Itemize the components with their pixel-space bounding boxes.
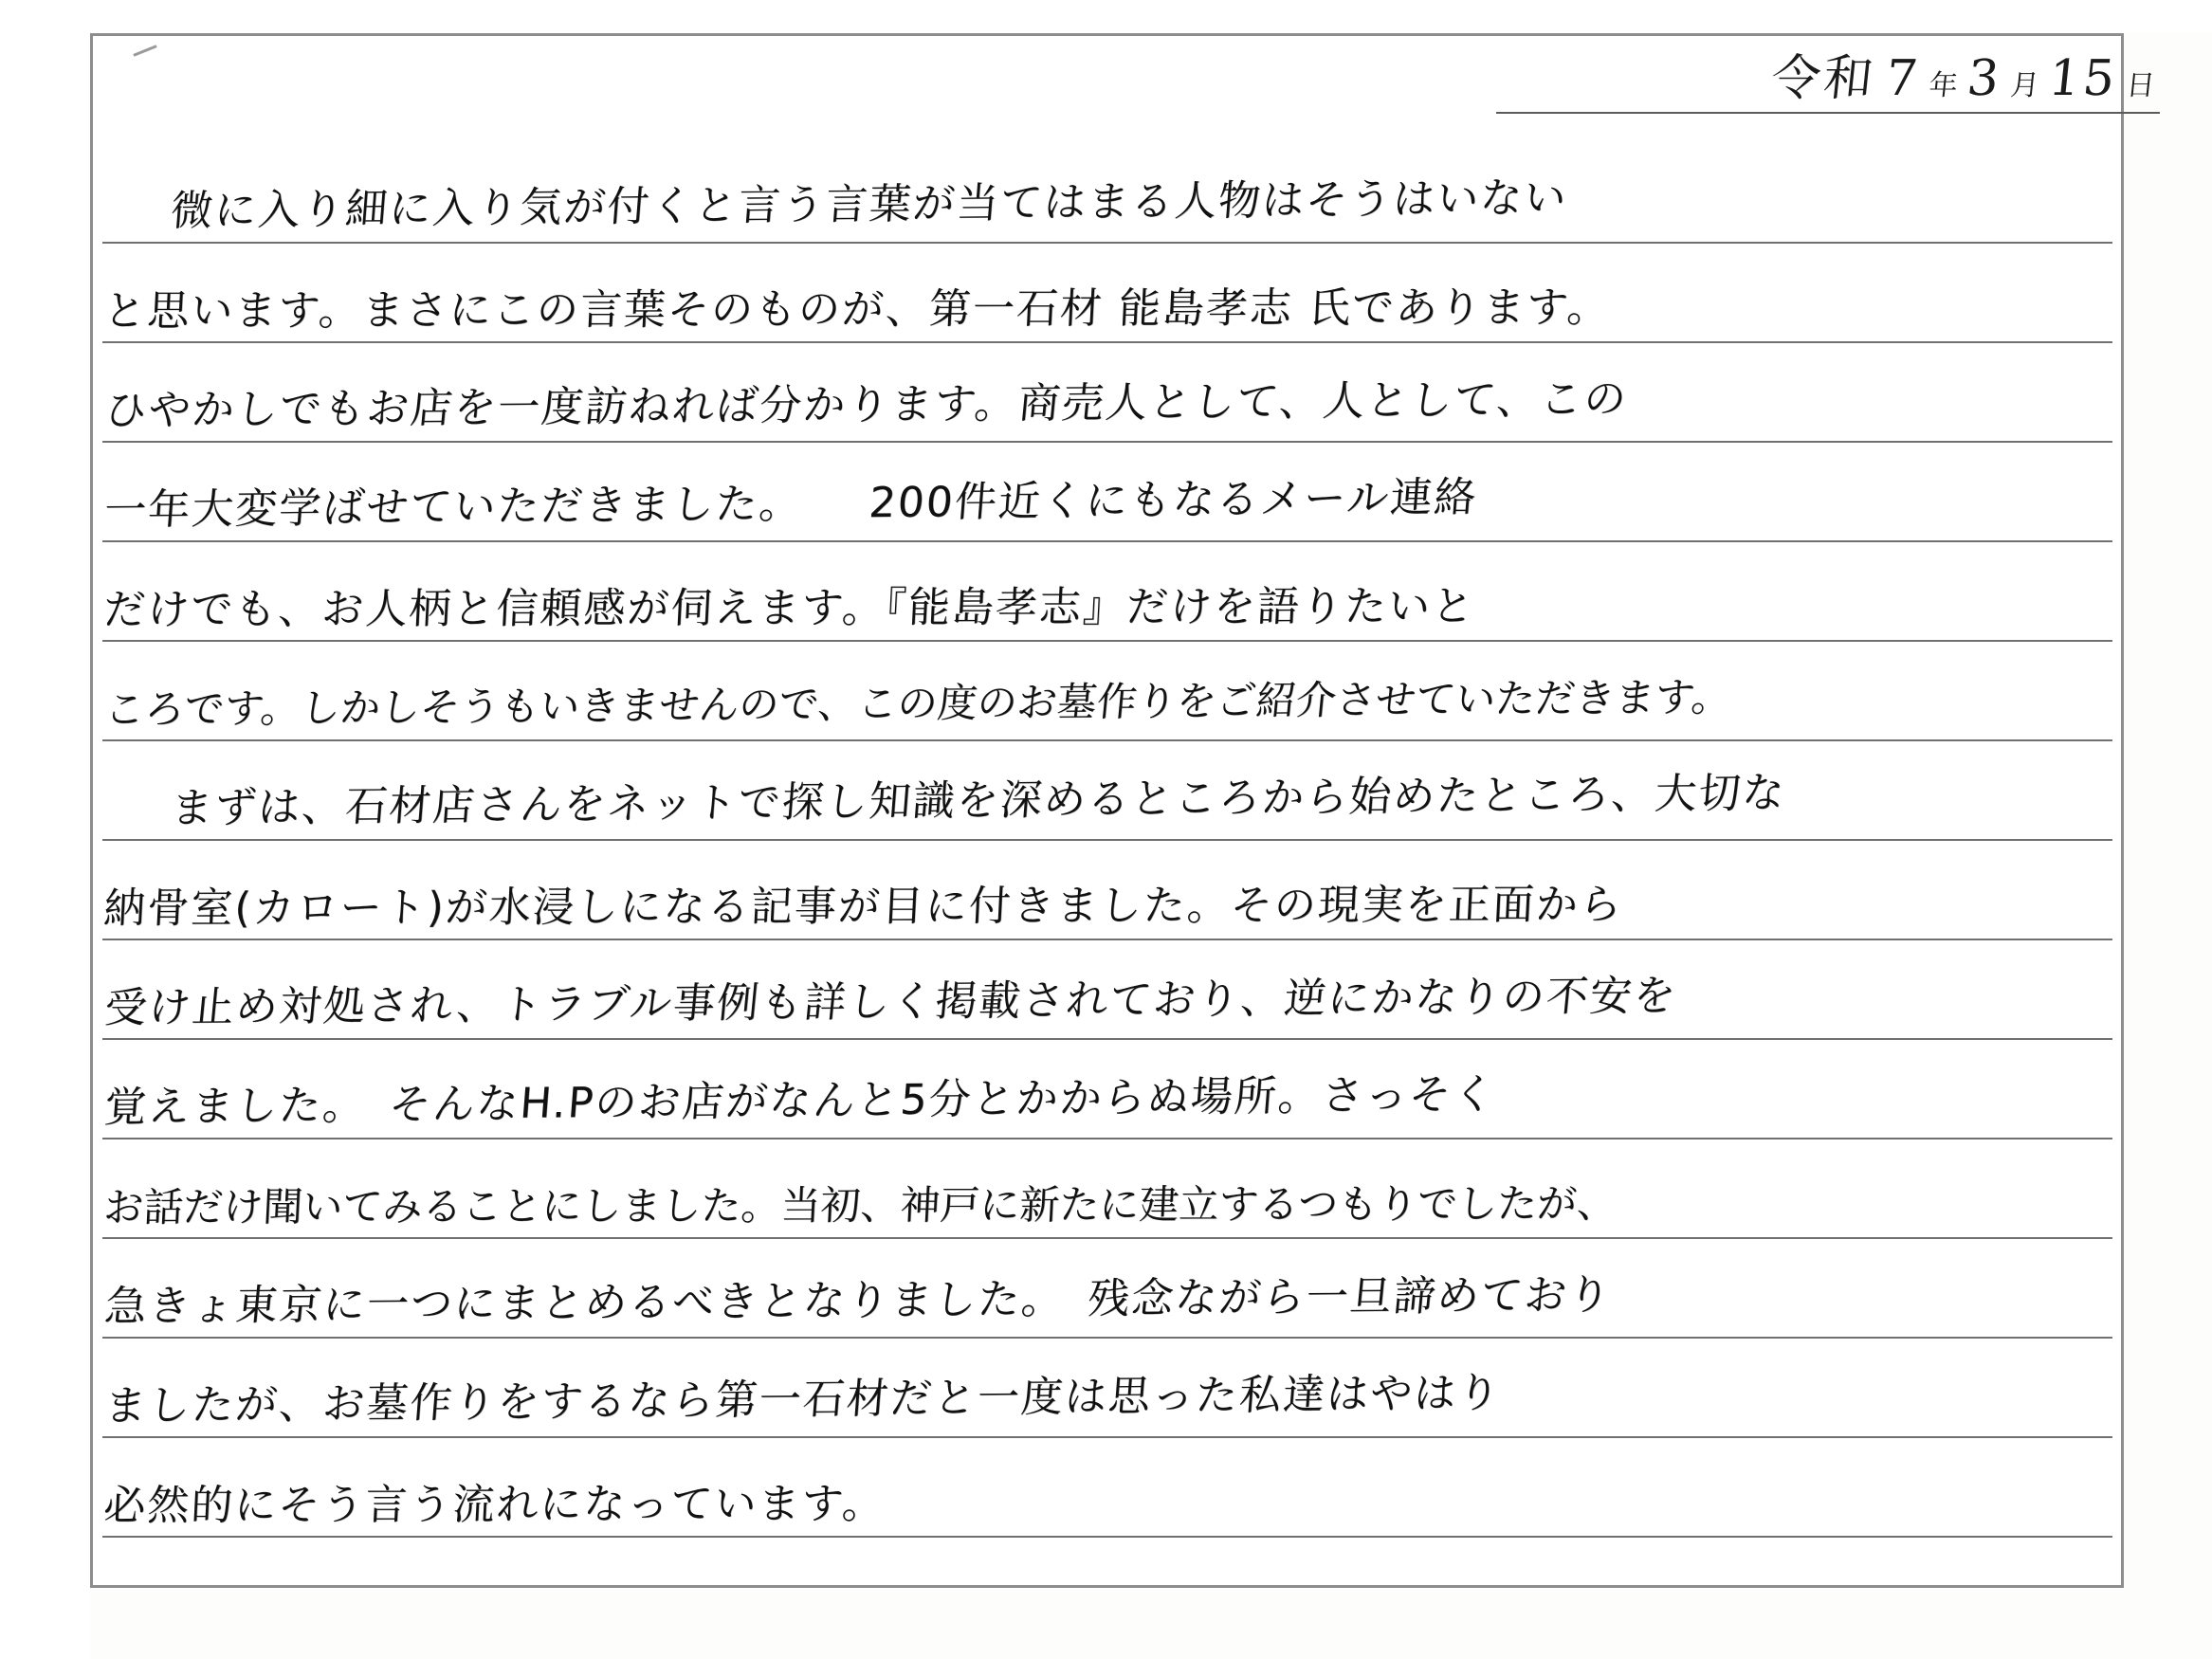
rule-line (102, 341, 2112, 343)
date-month-unit: 月 (2008, 69, 2041, 102)
date-day-value: 15 (2045, 50, 2121, 107)
rule-line (102, 1138, 2112, 1139)
rule-line (102, 441, 2112, 443)
handwritten-line: 急きょ東京に一つにまとめるべきとなりました。 残念ながら一旦諦めており (102, 1270, 1615, 1332)
handwritten-line: 覚えました。 そんなH.Pのお店がなんと5分とかからぬ場所。さっそく (102, 1069, 1499, 1133)
date-underline (1496, 112, 2160, 114)
ruled-writing-area (102, 175, 2112, 1578)
scan-margin-left (0, 0, 90, 1659)
handwritten-line: ましたが、お墓作りをするなら第一石材だと一度は思った私達はやはり (102, 1368, 1504, 1431)
handwritten-line: 必然的にそう言う流れになっています。 (102, 1479, 887, 1530)
handwritten-line: ころです。しかしそうもいきませんので、この度のお墓作りをご紹介させていただきます。 (102, 673, 1734, 734)
rule-line (102, 939, 2112, 940)
rule-line (102, 1237, 2112, 1239)
handwritten-line: 受け止め対処され、トラブル事例も詳しく掲載されており、逆にかなりの不安を (102, 971, 1680, 1032)
scan-margin-top (0, 0, 2212, 33)
handwritten-line: ひやかしでもお店を一度訪ねれば分かります。商売人として、人として、この (102, 374, 1631, 436)
date-month-value: 3 (1964, 50, 2004, 107)
date-line (1767, 38, 2157, 109)
rule-line (102, 839, 2112, 841)
handwritten-line: と思います。まさにこの言葉そのものが、第一石材 能島孝志 氏であります。 (102, 283, 1612, 336)
rule-line (102, 1536, 2112, 1538)
handwritten-line: 一年大変学ばせていただきました。 200件近くにもなるメール連絡 (102, 473, 1480, 536)
date-day-unit: 日 (2124, 69, 2157, 102)
rule-line (102, 242, 2112, 244)
handwritten-line: だけでも、お人柄と信頼感が伺えます。『能島孝志』だけを語りたいと (102, 582, 1477, 634)
date-era: 令和 (1767, 50, 1879, 107)
rule-line (102, 540, 2112, 542)
date-year-unit: 年 (1927, 69, 1960, 102)
rule-line (102, 1337, 2112, 1339)
rule-line (102, 739, 2112, 741)
rule-line (102, 1038, 2112, 1040)
handwritten-line: 微に入り細に入り気が付くと言う言葉が当てはまる人物はそうはいない (169, 173, 1570, 236)
rule-line (102, 1436, 2112, 1438)
rule-line (102, 640, 2112, 642)
handwritten-line: 納骨室(カロート)が水浸しになる記事が目に付きました。その現実を正面から (102, 880, 1625, 933)
handwritten-line: まずは、石材店さんをネットで探し知識を深めるところから始めたところ、大切な (169, 768, 1788, 833)
handwritten-line: お話だけ聞いてみることにしました。当初、神戸に新たに建立するつもりでしたが、 (102, 1179, 1618, 1231)
date-year-value: 7 (1882, 50, 1923, 107)
